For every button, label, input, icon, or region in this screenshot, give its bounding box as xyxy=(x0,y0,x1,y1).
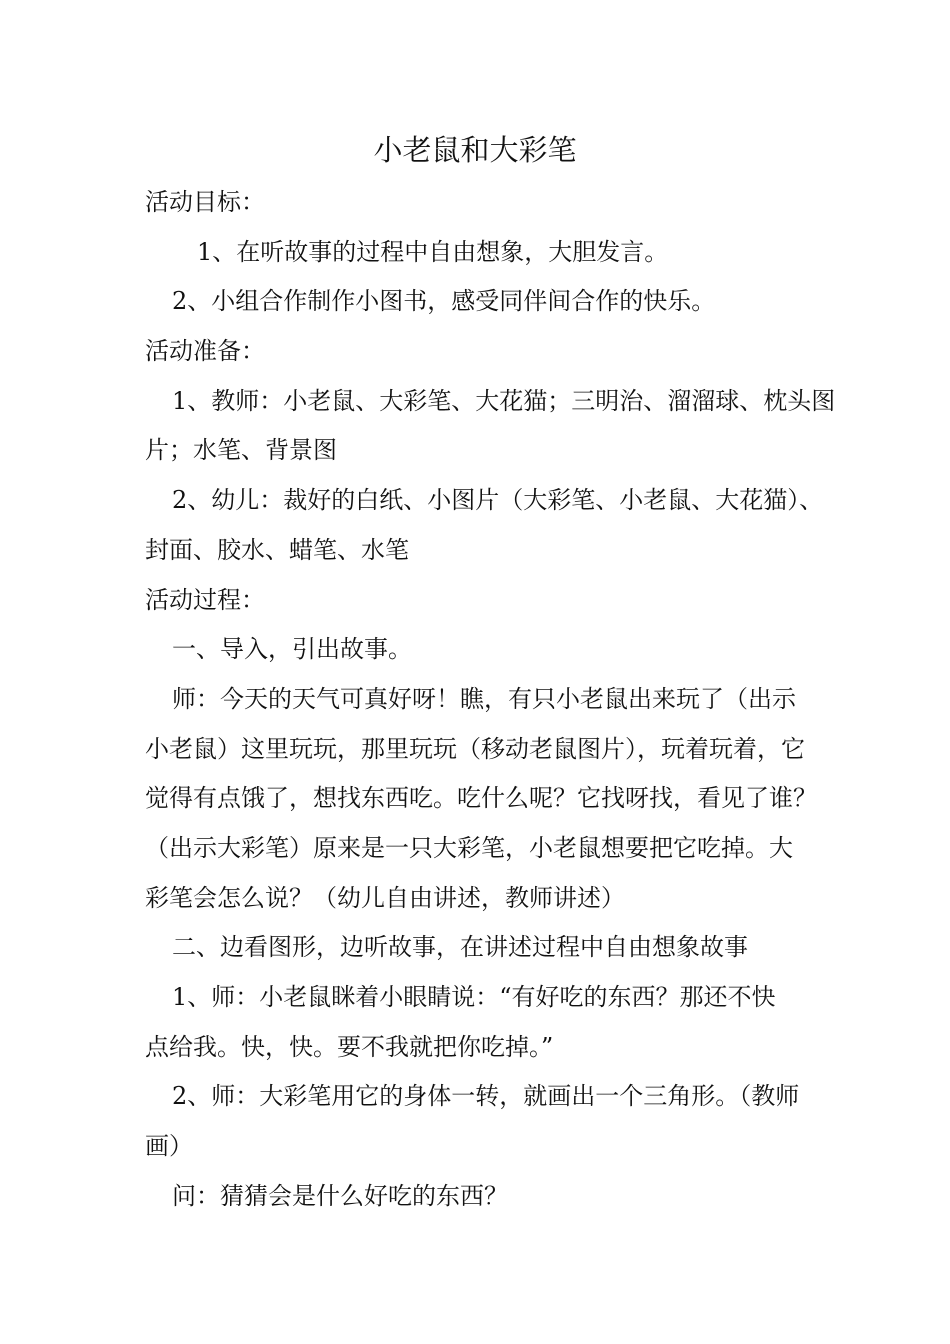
paragraph-line: 二、边看图形，边听故事，在讲述过程中自由想象故事 xyxy=(172,933,748,962)
paragraph-line: 1、在听故事的过程中自由想象，大胆发言。 xyxy=(197,237,669,266)
paragraph-line: （出示大彩笔）原来是一只大彩笔，小老鼠想要把它吃掉。大 xyxy=(145,833,793,862)
paragraph-line: 1、教师：小老鼠、大彩笔、大花猫；三明治、溜溜球、枕头图 xyxy=(172,386,836,415)
section-heading-preparation: 活动准备： xyxy=(145,337,265,366)
paragraph-line: 片；水笔、背景图 xyxy=(145,436,337,465)
paragraph-line: 一、导入，引出故事。 xyxy=(172,635,412,664)
paragraph-line: 1、师：小老鼠眯着小眼睛说：“有好吃的东西？那还不快 xyxy=(172,983,776,1011)
paragraph-line: 师：今天的天气可真好呀！瞧，有只小老鼠出来玩了（出示 xyxy=(172,684,796,713)
document-title: 小老鼠和大彩笔 xyxy=(373,133,577,167)
paragraph-line: 封面、胶水、蜡笔、水笔 xyxy=(145,535,409,564)
paragraph-line: 彩笔会怎么说？（幼儿自由讲述，教师讲述） xyxy=(145,883,625,912)
paragraph-line: 画） xyxy=(145,1132,193,1161)
section-heading-goals: 活动目标： xyxy=(145,188,265,216)
section-heading-process: 活动过程： xyxy=(145,585,265,614)
paragraph-line: 2、小组合作制作小图书，感受同伴间合作的快乐。 xyxy=(172,287,716,316)
paragraph-line: 问：猜猜会是什么好吃的东西？ xyxy=(172,1181,508,1210)
document-body xyxy=(145,178,836,1221)
paragraph-line: 觉得有点饿了，想找东西吃。吃什么呢？它找呀找，看见了谁？ xyxy=(145,784,817,813)
paragraph-line: 点给我。快，快。要不我就把你吃掉。” xyxy=(145,1032,554,1061)
paragraph-line: 小老鼠）这里玩玩，那里玩玩（移动老鼠图片），玩着玩着，它 xyxy=(145,734,805,763)
paragraph-line: 2、师：大彩笔用它的身体一转，就画出一个三角形。（教师 xyxy=(172,1082,800,1111)
paragraph-line: 2、幼儿：裁好的白纸、小图片（大彩笔、小老鼠、大花猫）、 xyxy=(172,486,824,515)
